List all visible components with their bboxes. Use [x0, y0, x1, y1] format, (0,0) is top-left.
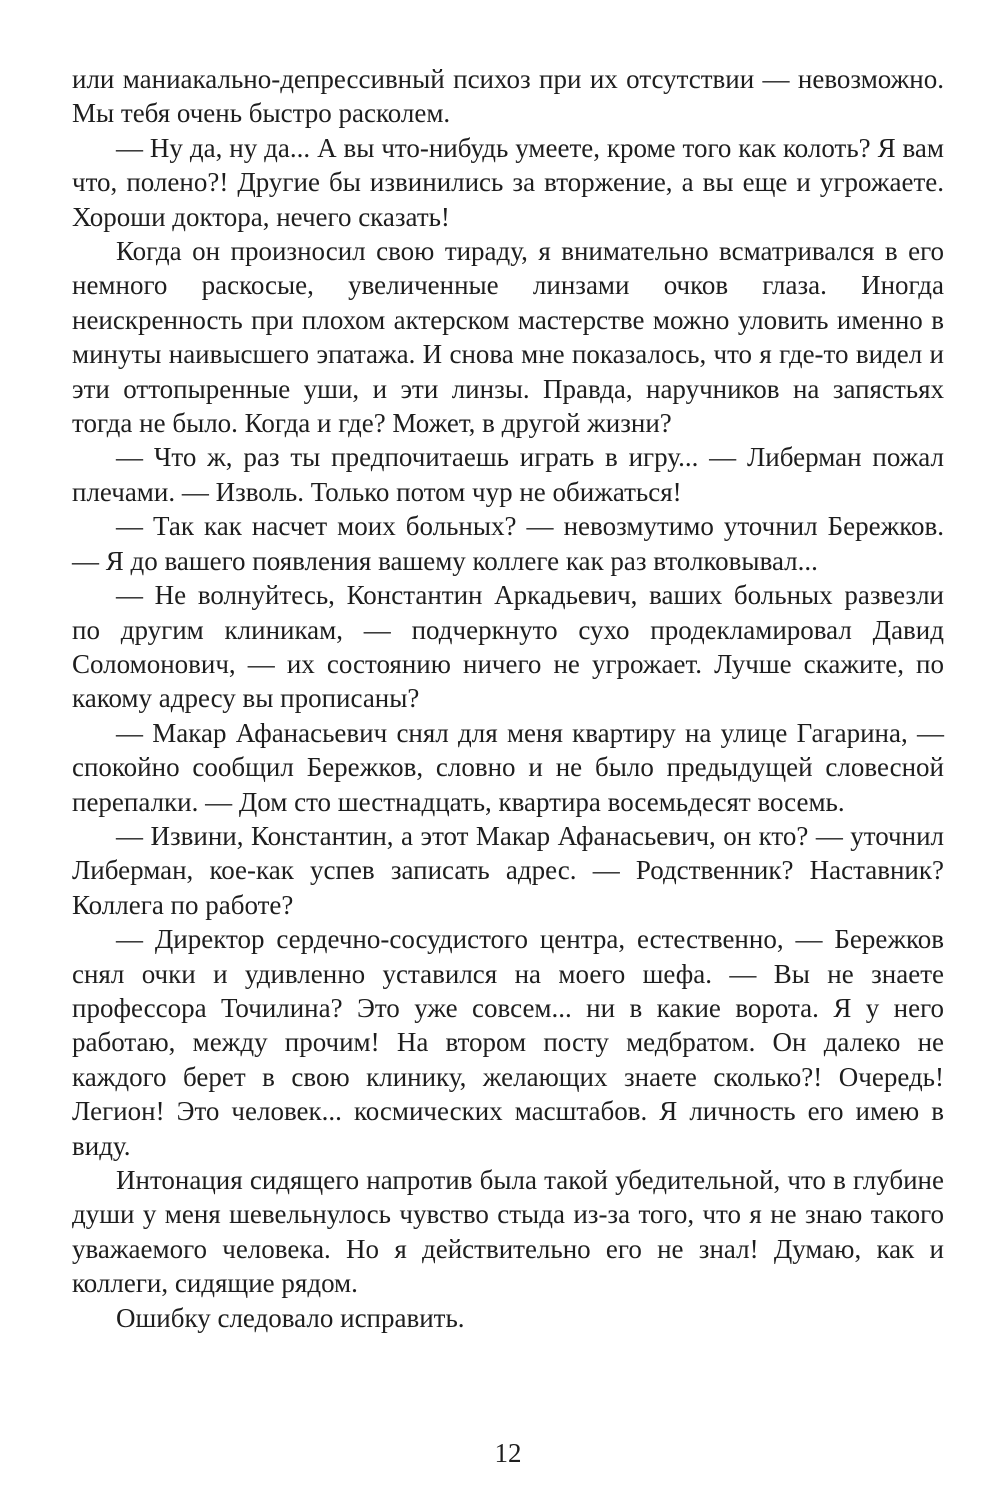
paragraph-dialogue: — Ну да, ну да... А вы что-нибудь умеете, кроме того как колоть? Я вам что, полено?! Другие бы извинились за вторжение, а вы еще и угрожаете. Хороши доктора, нечего сказать! [72, 132, 944, 232]
paragraph-dialogue: — Так как насчет моих больных? — невозмутимо уточнил Бережков. — Я до вашего появления вашему коллеге как раз втолковывал... [72, 511, 944, 576]
paragraph-narration: Когда он произносил свою тираду, я внимательно всматривался в его немного раскосые, увеличенные линзами очков глаза. Иногда неискренность при плохом актерском мастерстве можно уловить именно в минуты наивысшего эпатажа. И снова мне показалось, что я где-то видел и эти оттопыренные уши, и эти линзы. Правда, наручников на запястьях тогда не было. Когда и где? Может, в другой жизни? [72, 236, 944, 439]
page-number: 12 [494, 1438, 522, 1468]
paragraph-narration: Интонация сидящего напротив была такой убедительной, что в глубине души у меня шевельнулось чувство стыда из-за того, что я не знаю такого уважаемого человека. Но я действительно его не знал! Думаю, как и коллеги, сидящие рядом. [72, 1165, 944, 1299]
paragraph-continuation: или маниакально-депрессивный психоз при их отсутствии — невозможно. Мы тебя очень быстро расколем. [72, 64, 944, 129]
paragraph-dialogue: — Директор сердечно-сосудистого центра, естественно, — Бережков снял очки и удивленно уставился на моего шефа. — Вы не знаете профессора Точилина? Это уже совсем... ни в какие ворота. Я у него работаю, между прочим! На втором посту медбратом. Он далеко не каждого берет в свою клинику, желающих знаете сколько?! Очередь! Легион! Это человек... космических масштабов. Я личность его имею в виду. [72, 924, 944, 1161]
paragraph-dialogue: — Макар Афанасьевич снял для меня квартиру на улице Гагарина, — спокойно сообщил Бережков, словно и не было предыдущей словесной перепалки. — Дом сто шестнадцать, квартира восемьдесят восемь. [72, 717, 944, 817]
paragraph-narration: Ошибку следовало исправить. [116, 1302, 465, 1333]
paragraph-dialogue: — Извини, Константин, а этот Макар Афанасьевич, он кто? — уточнил Либерман, кое-как успев записать адрес. — Родственник? Наставник? Коллега по работе? [72, 820, 944, 920]
paragraph-dialogue: — Не волнуйтесь, Константин Аркадьевич, ваших больных развезли по другим клиникам, — подчеркнуто сухо продекламировал Давид Соломонович, — их состоянию ничего не угрожает. Лучше скажите, по какому адресу вы прописаны? [72, 580, 944, 714]
book-page [72, 62, 944, 1502]
text-body [72, 62, 944, 1335]
paragraph-dialogue: — Что ж, раз ты предпочитаешь играть в игру... — Либерман пожал плечами. — Изволь. Только потом чур не обижаться! [72, 442, 944, 507]
